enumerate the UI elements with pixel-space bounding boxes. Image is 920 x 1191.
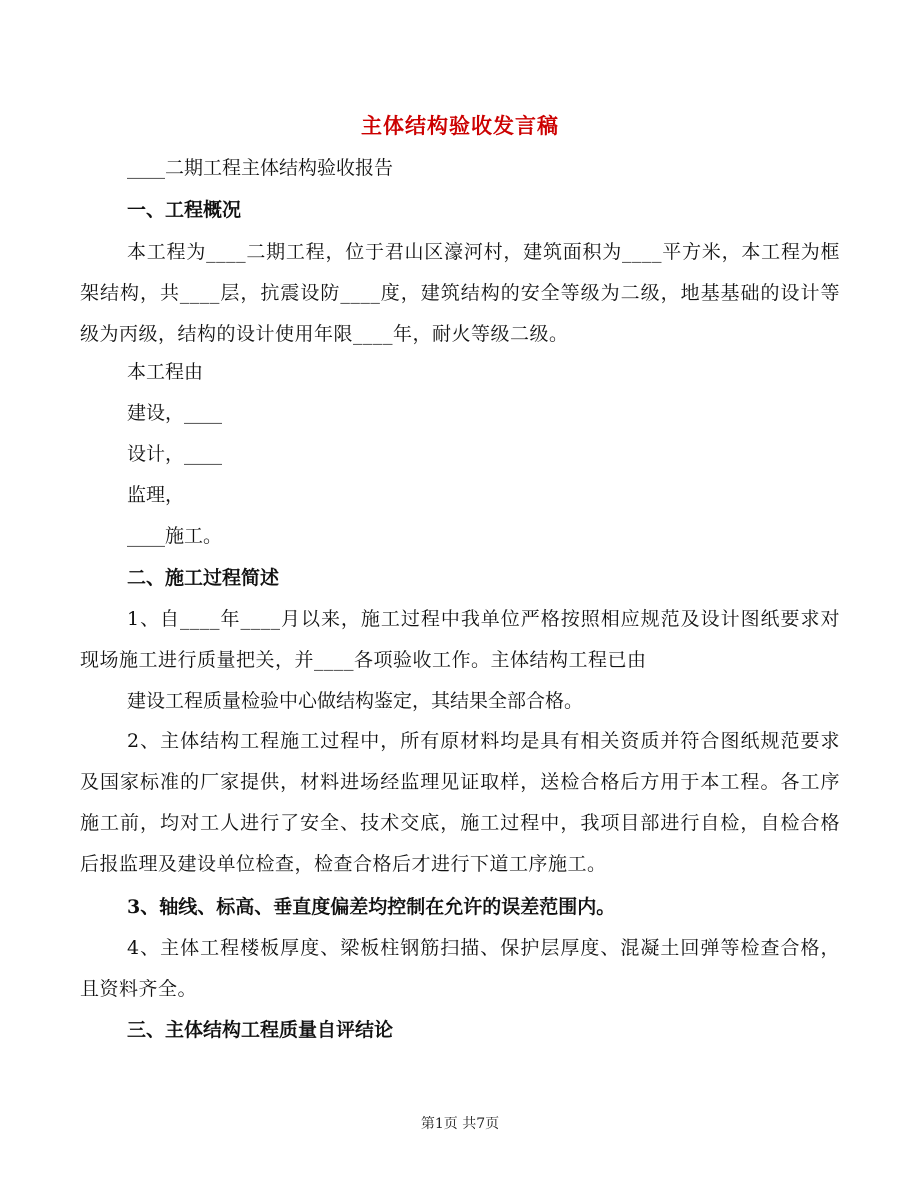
construction-line: 建设，____ [127, 402, 223, 424]
section3-heading: 三、主体结构工程质量自评结论 [127, 1019, 394, 1041]
supervision-line: 监理， [127, 484, 185, 506]
builder-line: ____施工。 [127, 525, 223, 547]
document-title: 主体结构验收发言稿 [361, 113, 559, 138]
report-line: ____二期工程主体结构验收报告 [127, 157, 394, 179]
by-line: 本工程由 [127, 361, 204, 383]
page-number: 第1页 共7页 [420, 1116, 500, 1132]
section1-heading: 一、工程概况 [127, 199, 242, 221]
section1-paragraph: 本工程为____二期工程，位于君山区濠河村，建筑面积为____平方米，本工程为框架结构，共____层，抗震设防____度，建筑结构的安全等级为二级，地基基础的设计等级为丙级，结构的设计使用年限____年，耐火等级二级。 [80, 241, 840, 345]
section2-item2: 2、主体结构工程施工过程中，所有原材料均是具有相关资质并符合图纸规范要求及国家标准的厂家提供，材料进场经监理见证取样，送检合格后方用于本工程。各工序施工前，均对工人进行了安全、技术交底，施工过程中，我项目部进行自检，自检合格后报监理及建设单位检查，检查合格后才进行下道工序施工。 [80, 730, 840, 875]
section2-item1: 1、自____年____月以来，施工过程中我单位严格按照相应规范及设计图纸要求对现场施工进行质量把关，并____各项验收工作。主体结构工程已由 [80, 608, 840, 671]
section2-item4: 4、主体工程楼板厚度、梁板柱钢筋扫描、保护层厚度、混凝土回弹等检查合格，且资料齐全。 [80, 937, 840, 1000]
section2-item3: 3、轴线、标高、垂直度偏差均控制在允许的误差范围内。 [127, 896, 616, 918]
section2-item1-continued: 建设工程质量检验中心做结构鉴定，其结果全部合格。 [127, 690, 584, 712]
section2-heading: 二、施工过程简述 [127, 567, 280, 589]
design-line: 设计，____ [127, 443, 223, 465]
